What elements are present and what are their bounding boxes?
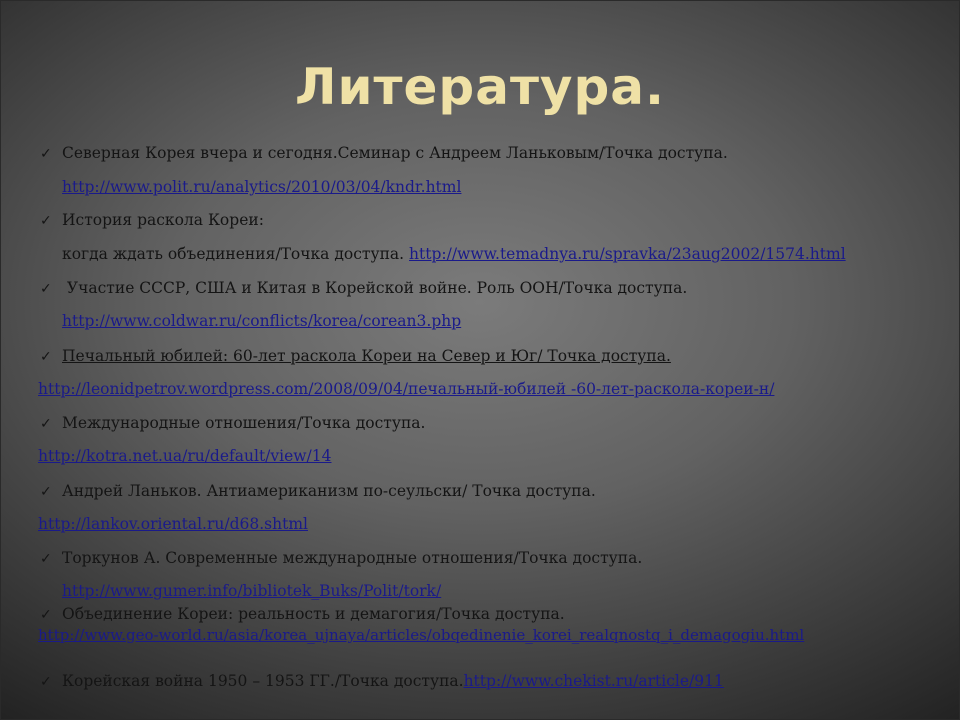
bullet-item-6: [40, 481, 596, 502]
item-6-text: Андрей Ланьков. Антиамериканизм по-сеульски/ Точка доступа.: [62, 482, 596, 500]
item-2-text: История раскола Кореи:: [62, 211, 264, 229]
checkmark-icon: ✓: [40, 607, 52, 623]
checkmark-icon: ✓: [40, 281, 52, 297]
item-8-text: Объединение Кореи: реальность и демагогия/Точка доступа.: [62, 605, 565, 623]
item-3-text: Участие СССР, США и Китая в Корейской войне. Роль ООН/Точка доступа.: [62, 279, 688, 297]
checkmark-icon: ✓: [40, 349, 52, 365]
bullet-item-8: [40, 604, 565, 625]
item-9-link[interactable]: http://www.chekist.ru/article/911: [463, 672, 724, 690]
item-7-link[interactable]: http://www.gumer.info/bibliotek_Buks/Polit/tork/: [62, 582, 442, 600]
checkmark-icon: ✓: [40, 146, 52, 162]
checkmark-icon: ✓: [40, 551, 52, 567]
bullet-item-7: [40, 548, 642, 569]
checkmark-icon: ✓: [40, 213, 52, 229]
checkmark-icon: ✓: [40, 416, 52, 432]
item-5-text: Международные отношения/Точка доступа.: [62, 414, 426, 432]
item-2-link[interactable]: http://www.temadnya.ru/spravka/23aug2002/1574.html: [409, 245, 846, 263]
item-5-link[interactable]: http://kotra.net.ua/ru/default/view/14: [38, 447, 332, 465]
item-4-link[interactable]: http://leonidpetrov.wordpress.com/2008/09/04/печальный-юбилей -60-лет-раскола-кореи-н/: [38, 380, 775, 398]
item-3-link[interactable]: http://www.coldwar.ru/conflicts/korea/corean3.php: [62, 312, 462, 330]
item-4-text: Печальный юбилей: 60-лет раскола Кореи на Север и Юг/ Точка доступа.: [62, 347, 671, 365]
bullet-item-4: [40, 346, 671, 367]
bullet-item-1: [40, 143, 728, 164]
bullet-item-2: [40, 210, 264, 231]
item-1-text: Северная Корея вчера и сегодня.Семинар с Андреем Ланьковым/Точка доступа.: [62, 144, 728, 162]
checkmark-icon: ✓: [40, 674, 52, 690]
item-6-link[interactable]: http://lankov.oriental.ru/d68.shtml: [38, 515, 308, 533]
bullet-item-5: [40, 413, 425, 434]
checkmark-icon: ✓: [40, 484, 52, 500]
item-7-text: Торкунов А. Современные международные отношения/Точка доступа.: [62, 549, 643, 567]
item-1-link[interactable]: http://www.polit.ru/analytics/2010/03/04/kndr.html: [62, 178, 462, 196]
item-2-text-continued: когда ждать объединения/Точка доступа.: [62, 245, 410, 263]
bullet-item-9: [40, 671, 724, 692]
item-8-link[interactable]: http://www.geo-world.ru/asia/korea_ujnaya/articles/obqedinenie_korei_realqnostq_i_demagogiu.html: [38, 626, 805, 644]
slide-title: Литература.: [294, 58, 666, 116]
bullet-item-3: [40, 278, 687, 299]
item-9-text: Корейская война 1950 – 1953 ГГ./Точка доступа.: [62, 672, 464, 690]
